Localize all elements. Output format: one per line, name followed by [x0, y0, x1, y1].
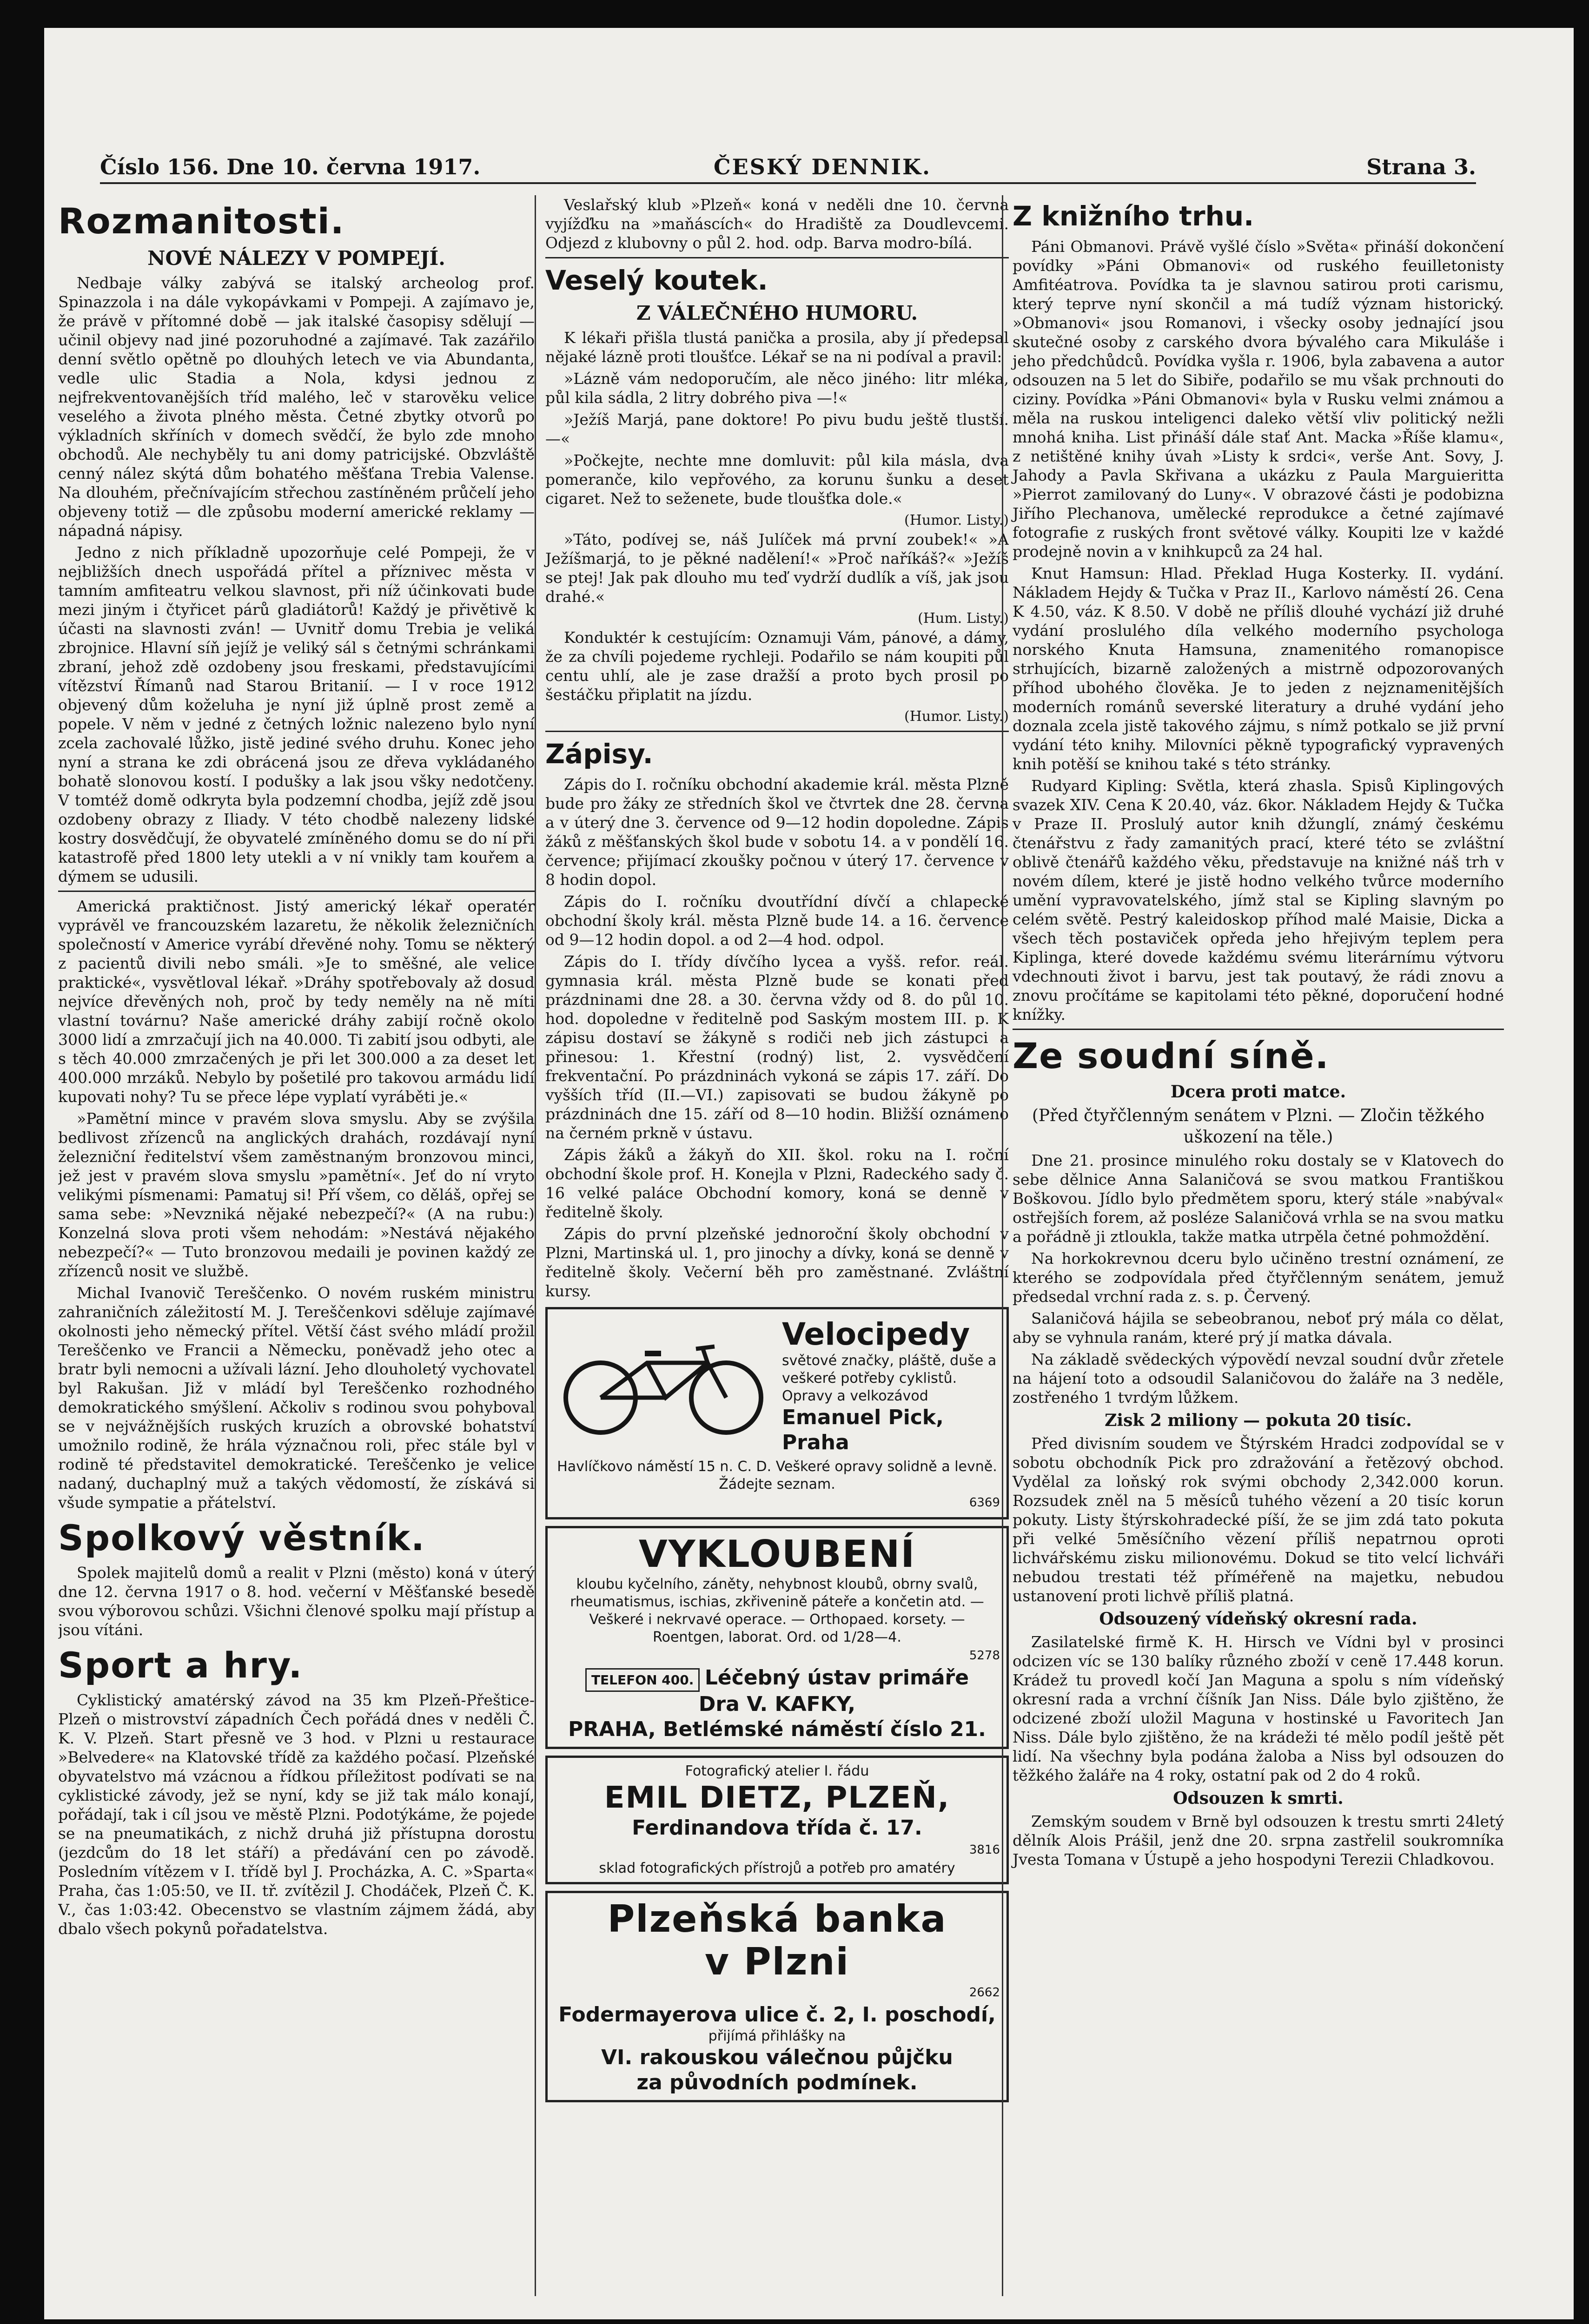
article-paragraph: Zápis žáků a žákyň do XII. škol. roku na I. roční obchodní škole prof. H. Konejla v Plzni, Radeckého sady č. 16 velké paláce Obchodní komory, koná se denně v ředitelně školy. — [545, 1146, 1009, 1221]
issue-date: Číslo 156. Dne 10. června 1917. — [100, 154, 481, 179]
section-heading-vesely-koutek: Veselý koutek. — [545, 264, 768, 296]
masthead — [100, 150, 1476, 184]
article-paragraph: Páni Obmanovi. Právě vyšlé číslo »Světa« přináší dokončení povídky »Páni Obmanovi« od ruského feuilletonisty Amfitéatrova. Povídka ta je slavnou satirou proti carismu, který teprve nyní skončil a má tudíž význam historický. »Obmanovi« jsou Romanovi, i všecky osoby jednající jsou skutečné osoby z carského dvora bývalého cara Mikuláše i jeho předchůdců. Povídka vyšla r. 1906, byla zabavena a autor odsouzen na 5 let do Sibiře, podařilo se mu však prchnouti do ciziny. Povídka »Páni Obmanovi« byla v Rusku velmi známou a měla na ruskou inteligenci daleko větší vliv politický nežli mnohá kniha. List přináší dále stať Ant. Macka »Říše klamu«, z netištěné knihy úvah »Listy k srdci«, verše Ant. Sovy, J. Jahody a Pavla Skřivana a ukázku z Paula Marguieritta »Pierrot zamilovaný do Luny«. V obrazové části je podobizna Jiřího Plechanova, umělecké reprodukce a četné zajímavé fotografie z ruských front světové války. Koupiti lze v každé prodejně novin a v knihkupců za 24 hal. — [1013, 238, 1504, 561]
page-number: Strana 3. — [1366, 154, 1476, 179]
advertisement-vykloubeni — [545, 1526, 1009, 1749]
article-paragraph: Zemským soudem v Brně byl odsouzen k trestu smrti 24letý dělník Alois Prášil, jenž dne 20. srpna zastřelil soukromníka Jvesta Tomana v Ústupě a jeho hospodyni Terezii Chladkovou. — [1013, 1812, 1504, 1868]
ad-doctor: Dra V. KAFKY, — [698, 1692, 856, 1716]
article-paragraph: Veslařský klub »Plzeň« koná v neděli dne 10. června vyjížďku na »maňáscích« do Hradiště za Doudlevcemi. Odjezd z klubovny o půl 2. hod. odp. Barva modro-bílá. — [545, 196, 1009, 252]
article-paragraph: »Ježíš Marjá, pane doktore! Po pivu budu ještě tlustší. —« — [545, 410, 1009, 448]
divider — [545, 731, 1009, 732]
article-paragraph: Jedno z nich příkladně upozorňuje celé Pompeji, že v nejbližších dnech uspořádá přítel a příznivec města v tamním amfiteatru velkou slavnost, při níž účinkovati bude mezi jiným i čtyřicet párů gladiátorů! Každý je přivětivě k účasti na slavnosti zván! — Uvnitř domu Trebia je veliká zbrojnice. Hlavní síň jejíž je veliký sál s četnými schránkami zbraní, jehož zdě ozdobeny jsou freskami, představujícími vítězství Římanů nad Starou Britanií. — I v roce 1912 objevený dům koželuha je nyní již úplně prost země a popele. V něm v jedné z četných ložnic nalezeno bylo nyní zcela zachovalé lůžko, jistě jediné svého druhu. Konec jeho nyní a strana ke zdi obrácená jsou ze dřeva vykládaného bohatě slonovou kostí. I podušky a lak jsou všky nedotčeny. V tomtéž domě odkryta byla podzemní chodba, jejíž zdě jsou ozdobeny obrazy z Iliady. V této chodbě nalezeny lidské kostry dosvědčují, že obyvatelé zmíněného domu se do ní při katastrofě před 1800 lety utekli a v ní vnikly tam kouřem a dýmem se udusili. — [58, 543, 535, 885]
article-paragraph: Spolek majitelů domů a realit v Plzni (město) koná v úterý dne 12. června 1917 o 8. hod. večerní v Měšťanské besedě svou výborovou schůzi. Všichni členové spolku mají přístup a jsou vítáni. — [58, 1564, 535, 1639]
article-heading: Dcera proti matce. — [1170, 1082, 1346, 1102]
article-paragraph: Salaničová hájila se sebeobranou, neboť prý mála co dělat, aby se vyhnula ranám, které prý jí matka dávala. — [1013, 1309, 1504, 1347]
article-paragraph: Zápis do první plzeňské jednoroční školy obchodní v Plzni, Martinská ul. 1, pro jinochy a dívky, koná se denně v ředitelně školy. Večerní běh pro zaměstnané. Zvláštní kursy. — [545, 1225, 1009, 1300]
article-paragraph: Zápis do I. třídy dívčího lycea a vyšš. refor. reál. gymnasia král. města Plzně bude se konati před prázdninami dne 28. a 30. června vždy od 8. do půl 10. hod. dopoledne v ředitelně pod Saským mostem III. p. K zápisu dostaví se žákyně s rodiči neb jich zástupci a přinesou: 1. Křestní (rodný) list, 2. vysvědčení frekventační. Po prázdninách vykoná se zápis 17. září. Do vyšších tříd (II.—VI.) zapisovati se budou žákyně po prázdninách dne 15. září od 8—10 hodin. Bližší oznámeno na černém prkně v ústavu. — [545, 952, 1009, 1142]
column-2 — [535, 195, 1009, 2296]
article-paragraph: »Lázně vám nedoporučím, ale něco jiného: litr mléka, půl kila sádla, 2 litry dobrého piva —!« — [545, 370, 1009, 407]
source-credit: (Humor. Listy.) — [904, 708, 1009, 725]
newspaper-page — [44, 28, 1574, 2319]
divider — [545, 257, 1009, 258]
ad-title: VYKLOUBENÍ — [638, 1532, 916, 1576]
phone-box: TELEFON 400. — [585, 1668, 700, 1692]
article-subheading: (Před čtyřčlenným senátem v Plzni. — Zločin těžkého uškození na těle.) — [1032, 1106, 1485, 1147]
divider — [1013, 1029, 1504, 1030]
article-paragraph: Na horkokrevnou dceru bylo učiněno trestní oznámení, ze kterého se zodpovídala před čtyřčlenným senátem, jemuž předsedal vrchní rada z. s. p. Červený. — [1013, 1249, 1504, 1306]
section-heading-sport: Sport a hry. — [58, 1644, 303, 1686]
article-paragraph: Cyklistický amatérský závod na 35 km Plzeň-Přeštice-Plzeň o mistrovství západních Čech pořádá dnes v neděli Č. K. V. Plzeň. Start přesně ve 3 hod. v Plzni u restaurace »Belvedere« na Klatovské třídě za každého počasí. Plzeňské obyvatelstvo má vzácnou a řídkou příležitost podívati se na cyklistické závody, jež se nyní, kdy se již tak málo konají, pořádají, tak i cíl jsou ve městě Plzni. Podotýkáme, že pojede se na pneumatikách, z nichž druhá již přístupna dorostu (jezdcům do 18 let stáří) a předávání cen po závodě. Posledním vítězem v I. třídě byl J. Procházka, A. C. »Sparta« Praha, čas 1:05:50, ve II. tř. zvítězil J. Chodáček, Plzeň Č. K. V., čas 1:03:42. Obecenstvo se vlastním zájmem žádá, aby dbalo všech pokynů pořadatelstva. — [58, 1691, 535, 1938]
ad-address: Havlíčkovo náměstí 15 n. C. D. Veškeré opravy solidně a levně. Žádejte seznam. — [557, 1459, 997, 1492]
ad-text: kloubu kyčelního, záněty, nehybnost kloubů, obrny svalů, rheumatismus, ischias, zkřivenině páteře a končetin atd. — Veškeré i nekrvavé operace. — Orthopaed. korsety. — Roentgen, laborat. Ord. od 1/28—4. — [570, 1576, 984, 1645]
article-paragraph: Michal Ivanovič Tereščenko. O novém ruském ministru zahraničních záležitostí M. J. Tereščenkovi sděluje zajímavé okolnosti jeho německý přítel. Větší část svého mládí prožil Tereščenko ve Francii a Německu, poněvadž jeho otec a bratr byli nemocni a užívali lázní. Jeho dlouholetý vychovatel byl Rakušan. Již v mládí byl Tereščenko rozhodného demokratického smýšlení. Ačkoliv s rodinou svou pohyboval se v nejvážnějších ruských kruzích a obrovské bohatství umožnilo rodině, že hrála význačnou roli, přec stále byl v rodině té představitel demokratické. Tereščenko je velice nadaný, duchaplný muž a takých vědomostí, že získává si všude sympatie a přátelství. — [58, 1284, 535, 1512]
bicycle-icon — [554, 1335, 773, 1437]
ad-text: sklad fotografických přístrojů a potřeb pro amatéry — [599, 1860, 955, 1876]
divider — [58, 891, 535, 892]
article-paragraph: Zápis do I. ročníku dvoutřídní dívčí a chlapecké obchodní školy král. města Plzně bude 14. a 16. července od 9—12 hodin dopol. a od 2—4 hod. odpol. — [545, 892, 1009, 949]
article-paragraph: Konduktér k cestujícím: Oznamuji Vám, pánové, a dámy, že za chvíli pojedeme rychleji. Podařilo se nám koupiti půl centu uhlí, ale je zase dražší a proto bych prosil po šestáčku připlatit na jízdu. — [545, 628, 1009, 704]
article-paragraph: Před divisním soudem ve Štýrském Hradci zodpovídal se v sobotu obchodník Pick pro zdražování a řetězový obchod. Vydělal za loňský rok svými obchody 2,342.000 korun. Rozsudek zněl na 5 měsíců tuhého vězení a 20 tisíc korun pokuty. Listy štýrskohradecké píší, že se jim zdá tato pokuta při velké 5měsíčního vězení příliš nepatrnou oproti lichvářskému zisku milionovému. Dokud se tito velcí lichváři nebudou trestati též příméřeně na majetku, nebudou ustanovení proti lichvě příliš platná. — [1013, 1434, 1504, 1605]
ad-title: EMIL DIETZ, PLZEŇ, — [604, 1781, 950, 1815]
advertisement-velocipedy — [545, 1307, 1009, 1519]
ad-firm: Emanuel Pick, Praha — [782, 1406, 944, 1454]
column-1 — [58, 195, 535, 2296]
ad-number: 6369 — [969, 1496, 1000, 1510]
section-heading-soudni-sin: Ze soudní síně. — [1013, 1035, 1330, 1076]
article-paragraph: Nedbaje války zabývá se italský archeolog prof. Spinazzola i na dále vykopávkami v Pompeji. A zajímavo je, že právě v přítomné době — jak italské časopisy sdělují — učinil objevy nad jiné pozoruhodné a zajímavé. Tak zazářilo denní světlo opětně po dlouhých letech ve via Abundanta, vedle ulic Stadia a Nola, kdysi jednou z nejfrekventovanějších tříd malého, leč v starověku velice veselého a života plného města. Četné zbytky otvorů po výkladních skříních v domech svědčí, že bylo zde mnoho obchodů. Ale nechyběly tu ani domy patricijské. Obzvláště cenný nález skýtá dům bohatého měšťana Trebia Valense. Na dlouhém, přečnívajícím střechou zastíněném průčelí jeho objeveny totiž — dle způsobu moderní americké reklamy — nápadná nápisy. — [58, 274, 535, 540]
article-paragraph: Rudyard Kipling: Světla, která zhasla. Spisů Kiplingových svazek XIV. Cena K 20.40, váz. 6kor. Nákladem Hejdy & Tučka v Praze II. Proslulý autor knih džunglí, známý českému čtenářstvu z řady zamanitých prací, které této se zvláštní oblivě čtenářů každého věku, představuje na knižné náš trh v novém dílem, které je jistě hodno velkého tvůrce moderního umění vypravovatelského, jímž stal se Kipling slavným po celém světě. Pestrý kaleidoskop příhod malé Maisie, Dicka a všech těch postaviček opředa jeho hřejivým teplem pera Kiplinga, které dovede každému svému literárnímu výtvoru vdechnouti život i barvu, jest tak poutavý, že rádi znovu a znovu pročítáme se kapitolami této pěkné, doporučení hodné knížky. — [1013, 777, 1504, 1023]
section-heading-spolkovy-vestnik: Spolkový věstník. — [58, 1517, 425, 1558]
article-heading: Z VÁLEČNÉHO HUMORU. — [636, 302, 918, 324]
ad-number: 5278 — [969, 1649, 1000, 1663]
ad-number: 2662 — [969, 1986, 1000, 2000]
source-credit: (Humor. Listy.) — [904, 512, 1009, 528]
article-paragraph: Zápis do I. ročníku obchodní akademie král. města Plzně bude pro žáky ze středních škol ve čtvrtek dne 28. června a v úterý dne 3. července od 9—12 hodin dopoledne. Zápis žáků z měšťanských škol bude v sobotu 14. a v pondělí 16. července; přijímací zkoušky počnou v úterý 17. července v 8 hodin dopol. — [545, 775, 1009, 889]
paper-name: ČESKÝ DENNIK. — [714, 154, 932, 179]
column-3 — [1002, 195, 1504, 2296]
article-paragraph: »Pamětní mince v pravém slova smyslu. Aby se zvýšila bedlivost zřízenců na anglických drahách, rozdávají nyní železniční ředitelství všem zaměstnaným bronzovou minci, jež jest v pravém slova smyslu »pamětní«. Jeť do ní vryto velikými písmenami: Pamatuj si! Pří všem, co děláš, opřej se sama sebe: »Nevzniká nějaké nebezpečí?« (A na rubu:) Konzelná slova proti všem nehodám: »Nestává nějakého nebezpečí?« — Tuto bronzovou medaili je povinen každý ze zřízenců nosit ve službě. — [58, 1109, 535, 1280]
ad-title: Plzeňská banka — [607, 1897, 947, 1941]
ad-top-line: Fotografický atelier I. řádu — [685, 1763, 869, 1779]
article-heading: Odsouzený vídeňský okresní rada. — [1099, 1609, 1417, 1629]
article-paragraph: Na základě svědeckých výpovědí nevzal soudní dvůr zřetele na hájení toto a odsoudil Salaničovou do žaláře na 3 neděle, zostřeného 1 tvrdým lůžkem. — [1013, 1350, 1504, 1406]
ad-number: 3816 — [969, 1843, 1000, 1857]
ad-text: za původních podmínek. — [636, 2071, 918, 2094]
article-paragraph: »Táto, podívej se, náš Julíček má první zoubek!« »A Ježíšmarjá, to je pěkné nadělení!« »Proč naříkáš?« »Ježíš se ptej! Jak pak dlouho mu teď vydrží dudlík a víš, jak jsou drahé.« — [545, 530, 1009, 606]
ad-city: v Plzni — [705, 1940, 849, 1983]
ad-text: VI. rakouskou válečnou půjčku — [601, 2046, 953, 2069]
ad-text: přijímá přihlášky na — [708, 2028, 846, 2044]
ad-institute: Léčebný ústav primáře — [704, 1666, 969, 1690]
advertisement-plzenska-banka — [545, 1891, 1009, 2102]
ad-text: světové značky, pláště, duše a veškeré potřeby cyklistů. Opravy a velkozávod — [782, 1353, 997, 1404]
section-heading-zapisy: Zápisy. — [545, 738, 653, 770]
article-paragraph: Americká praktičnost. Jistý americký lékař operatér vyprávěl ve francouzském lazaretu, že několik železničních společností v Americe vyrábí dřevěné nohy. Tomu se některý z pacientů divili nebo smáli. »Je to směšné, ale velice praktické«, vysvětloval lékař. »Dráhy spotřebovaly až dosud nejvíce dřevěných noh, proč by tedy neměly na ně míti vlastní továrnu? Naše americké dráhy zabijí ročně okolo 3000 lidí a zmrzačují jich na 40.000. Ti zabití jsou odbyti, ale s těch 40.000 zmrzačených je při let 300.000 a za deset let 400.000 mrzáků. Nebylo by pošetilé pro takovou armádu lidí kupovati nohy? Tu se přece lépe vyplatí vyráběti je.« — [58, 897, 535, 1106]
article-paragraph: K lékaři přišla tlustá panička a prosila, aby jí předepsal nějaké lázně proti tloušťce. Lékař se na ni podíval a pravil: — [545, 329, 1009, 366]
ad-street: Ferdinandova třída č. 17. — [632, 1816, 922, 1840]
source-credit: (Hum. Listy.) — [918, 610, 1009, 627]
article-heading: NOVÉ NÁLEZY V POMPEJÍ. — [147, 247, 445, 270]
ad-address: Fodermayerova ulice č. 2, I. poschodí, — [558, 2003, 996, 2027]
article-paragraph: Knut Hamsun: Hlad. Překlad Huga Kosterky. II. vydání. Nákladem Hejdy & Tučka v Praz II., Karlovo náměstí 26. Cena K 4.50, váz. K 8.50. V době ne příliš dlouhé vychází již druhé vydání proslulého díla velkého moderního psychologa norského Knuta Hamsuna, znamenitého romanopisce strhujících, bizarně založených a mistrně odpozorovaných příhod ubohého člověka. Je to jeden z nejznamenitějších moderních románů severské literatury a druhé vydání jeho doznala zcela jistě takového zájmu, s nímž potkalo se již první vydání této knihy. Milovníci pěkně typografický vypravených knih potěší se knihou také s této stránky. — [1013, 564, 1504, 773]
article-heading: Odsouzen k smrti. — [1173, 1789, 1344, 1808]
section-heading-rozmanitosti: Rozmanitosti. — [58, 200, 345, 242]
article-paragraph: Dne 21. prosince minulého roku dostaly se v Klatovech do sebe dělnice Anna Salaničová se svou matkou Františkou Boškovou. Jídlo bylo předmětem sporu, který stále »nabýval« ostřejších forem, až posléze Salaničová vrhla se na svou matku a pořádně ji ztloukla, takže matka utrpěla četné pohmoždění. — [1013, 1151, 1504, 1246]
ad-title: Velocipedy — [782, 1316, 970, 1352]
article-heading: Zisk 2 miliony — pokuta 20 tisíc. — [1105, 1411, 1412, 1430]
article-paragraph: Zasilatelské firmě K. H. Hirsch ve Vídni byl v prosinci odcizen víc se 130 balíky různého zboží v ceně 17.448 korun. Krádež tu provedl kočí Jan Maguna a spolu s ním vídeňský okresní rada a vrchní číšník Jan Niss. Dále bylo zjištěno, že odcizené zboží uložil Maguna v hostinské u Favoritech Jan Niss. Dále bylo zjištěno, že na krádeži té mělo podíl ještě pět lidí. Na všechny byla podána žaloba a Niss byl odsouzen do těžkého žaláře na 4 roky, ostatní pak od 2 do 4 roků. — [1013, 1633, 1504, 1784]
ad-address: PRAHA, Betlémské náměstí číslo 21. — [568, 1717, 986, 1741]
article-paragraph: »Počkejte, nechte mne domluvit: půl kila másla, dva pomeranče, kilo vepřového, za korunu šunku a deset cigaret. Než to seženete, bude tloušťka dole.« — [545, 451, 1009, 508]
advertisement-foto-dietz — [545, 1756, 1009, 1884]
section-heading-knizni-trh: Z knižního trhu. — [1013, 200, 1254, 232]
